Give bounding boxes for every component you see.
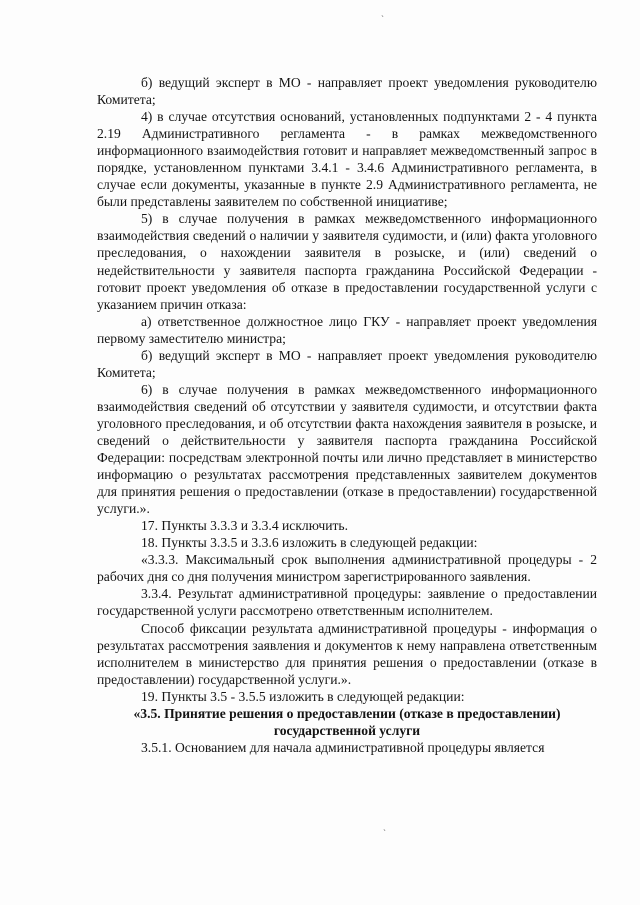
paragraph-6: 6) в случае получения в рамках межведомственного информационного взаимодействия сведений об отсутствии у заявителя судимости, и отсутствии факта уголовного преследования, и об отсутствии факта нахождения заявителя в розыске, и сведений о действительности у заявителя паспорта гражданина Российской Федерации: посредствам электронной почты или лично представляет в министерство информацию о результатах рассмотрения представленных заявителем документов для принятия решения о предоставлении (отказе в предоставлении) государственной услуги.». (97, 381, 597, 517)
clause-3-3-3: «3.3.3. Максимальный срок выполнения административной процедуры - 2 рабочих дня со дня получения министром зарегистрированного заявления. (97, 552, 597, 585)
scan-mark-top: ˏ (381, 7, 384, 17)
item-19: 19. Пункты 3.5 - 3.5.5 изложить в следующей редакции: (141, 688, 465, 704)
document-body (97, 74, 597, 756)
paragraph-b-2: б) ведущий эксперт в МО - направляет проект уведомления руководителю Комитета; (97, 347, 597, 380)
item-18: 18. Пункты 3.3.5 и 3.3.6 изложить в следующей редакции: (141, 535, 478, 551)
item-17: 17. Пункты 3.3.3 и 3.3.4 исключить. (141, 518, 349, 534)
clause-3-5-1: 3.5.1. Основанием для начала административной процедуры является (141, 739, 545, 755)
clause-3-3-4: 3.3.4. Результат административной процедуры: заявление о предоставлении государственной услуги рассмотрено ответственным исполнителем. (97, 586, 597, 619)
paragraph-a: а) ответственное должностное лицо ГКУ - направляет проект уведомления первому заместителю министра; (97, 313, 597, 346)
paragraph-4: 4) в случае отсутствия оснований, установленных подпунктами 2 - 4 пункта 2.19 Административного регламента - в рамках межведомственного информационного взаимодействия готовит и направляет межведомственный запрос в порядке, установленном пунктами 3.4.1 - 3.4.6 Административного регламента, в случае если документы, указанные в пункте 2.9 Административного регламента, не были представлены заявителем по собственной инициативе; (97, 109, 597, 210)
section-heading-3-5: «3.5. Принятие решения о предоставлении (отказе в предоставлении) государственной услуги (133, 705, 561, 738)
fixation-method: Способ фиксации результата административной процедуры - информация о результатах рассмотрения заявления и документов к нему направлена ответственным исполнителем в министерство для принятия решения о предоставлении (отказе в предоставлении) государственной услуги.». (97, 620, 597, 687)
scan-mark-bottom: ˏ (383, 821, 386, 831)
paragraph-5: 5) в случае получения в рамках межведомственного информационного взаимодействия сведений о наличии у заявителя судимости, и (или) факта уголовного преследования, о нахождении заявителя в розыске, и (или) сведений о недействительности у заявителя паспорта гражданина Российской Федерации - готовит проект уведомления об отказе в предоставлении государственной услуги с указанием причин отказа: (97, 211, 597, 312)
paragraph-b-1: б) ведущий эксперт в МО - направляет проект уведомления руководителю Комитета; (97, 75, 597, 108)
